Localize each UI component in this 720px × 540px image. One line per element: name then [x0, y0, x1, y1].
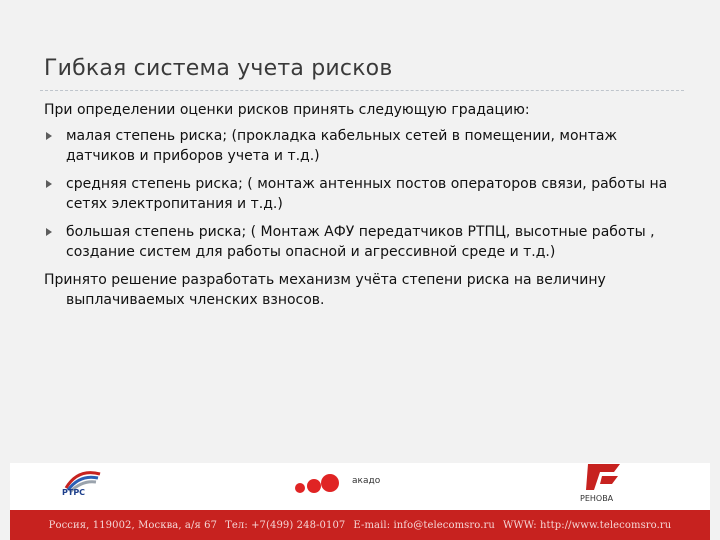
intro-paragraph: При определении оценки рисков принять следующую градацию: — [44, 102, 530, 118]
list-item — [44, 222, 684, 262]
bullet-arrow-icon — [46, 228, 52, 236]
list-item — [44, 174, 684, 214]
akado-logo-text: акадо — [352, 476, 381, 486]
footer-website[interactable]: WWW: http://www.telecomsro.ru — [502, 519, 672, 531]
risk-levels-list — [44, 126, 684, 262]
bullet-arrow-icon — [46, 180, 52, 188]
bullet-arrow-icon — [46, 132, 52, 140]
title-divider — [40, 90, 684, 91]
footer-address: Россия, 119002, Москва, а/я 67 — [48, 519, 218, 531]
slide-content — [44, 100, 684, 314]
footer-contact-bar — [10, 510, 710, 540]
bullet-text-low-risk: малая степень риска; (прокладка кабельных сетей в помещении, монтаж датчиков и приборов учета и т.д.) — [66, 128, 618, 164]
akado-logo-graphic — [290, 466, 410, 506]
footer-phone: Тел: +7(499) 248-0107 — [225, 519, 346, 531]
renova-logo-graphic — [580, 460, 630, 494]
footer-email[interactable]: E-mail: info@telecomsro.ru — [353, 519, 495, 531]
akado-logo — [290, 466, 410, 506]
rtrs-logo-text: РТРС — [62, 488, 86, 497]
rtrs-logo-graphic — [60, 466, 120, 506]
bullet-text-high-risk: большая степень риска; ( Монтаж АФУ передатчиков РТПЦ, высотные работы , создание систем для работы опасной и агрессивной среде и т.д.) — [66, 224, 655, 260]
renova-logo-text: РЕНОВА — [580, 494, 614, 503]
conclusion-paragraph: Принято решение разработать механизм учёта степени риска на величину выплачиваемых членских взносов. — [44, 272, 606, 308]
slide-title: Гибкая система учета рисков — [44, 56, 393, 81]
rtrs-logo — [60, 466, 120, 506]
bullet-text-medium-risk: средняя степень риска; ( монтаж антенных постов операторов связи, работы на сетях электропитания и т.д.) — [66, 176, 668, 212]
list-item — [44, 126, 684, 166]
renova-logo — [580, 460, 630, 510]
